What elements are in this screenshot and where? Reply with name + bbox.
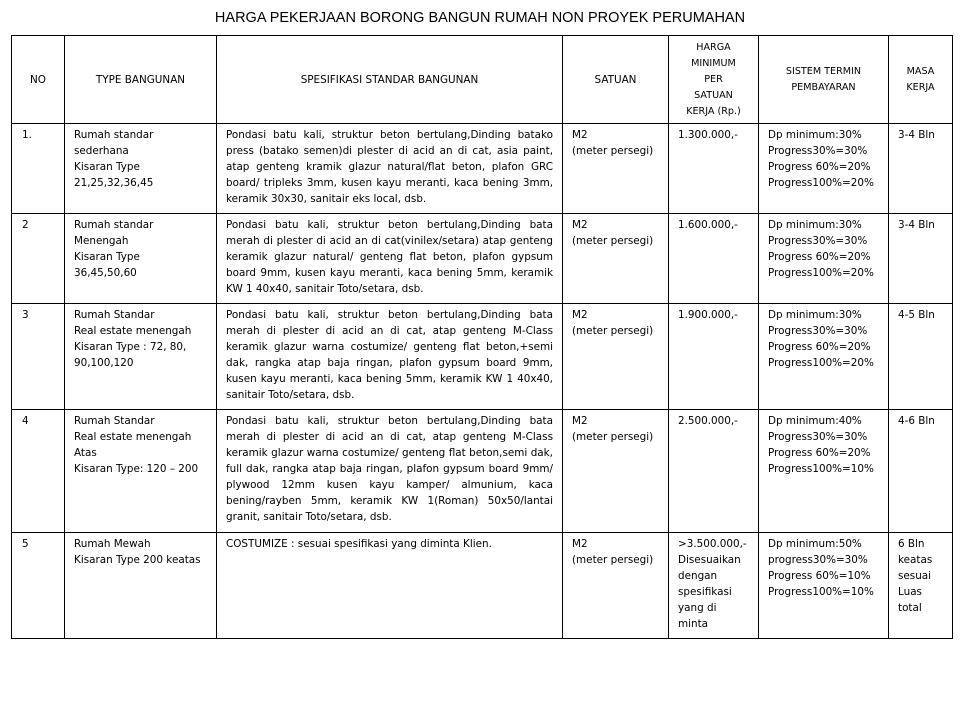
table-row [12, 214, 953, 304]
table-row [12, 410, 953, 533]
header-price: HARGA MINIMUM PER SATUAN KERJA (Rp.) [669, 36, 759, 124]
cell-type: Rumah standar sederhana Kisaran Type 21,25,32,36,45 [65, 124, 217, 214]
cell-price: 1.900.000,- [669, 304, 759, 410]
cell-no: 4 [12, 410, 65, 533]
cell-duration: 6 Bln keatas sesuai Luas total [889, 533, 953, 639]
header-duration: MASA KERJA [889, 36, 953, 124]
cell-type: Rumah Standar Real estate menengah Kisaran Type : 72, 80, 90,100,120 [65, 304, 217, 410]
cell-payment: Dp minimum:30% Progress30%=30% Progress 60%=20% Progress100%=20% [759, 124, 889, 214]
cell-payment: Dp minimum:30% Progress30%=30% Progress 60%=20% Progress100%=20% [759, 304, 889, 410]
table-row [12, 124, 953, 214]
cell-price: 1.600.000,- [669, 214, 759, 304]
cell-payment: Dp minimum:40% Progress30%=30% Progress 60%=20% Progress100%=10% [759, 410, 889, 533]
cell-duration: 3-4 Bln [889, 214, 953, 304]
cell-unit: M2 (meter persegi) [563, 533, 669, 639]
cell-price: 1.300.000,- [669, 124, 759, 214]
cell-price: >3.500.000,- Disesuaikan dengan spesifikasi yang di minta [669, 533, 759, 639]
cell-payment: Dp minimum:30% Progress30%=30% Progress 60%=20% Progress100%=20% [759, 214, 889, 304]
cell-type: Rumah standar Menengah Kisaran Type 36,45,50,60 [65, 214, 217, 304]
header-unit: SATUAN [563, 36, 669, 124]
cell-duration: 3-4 Bln [889, 124, 953, 214]
cell-duration: 4-6 Bln [889, 410, 953, 533]
cell-payment: Dp minimum:50% progress30%=30% Progress 60%=10% Progress100%=10% [759, 533, 889, 639]
cell-no: 2 [12, 214, 65, 304]
cell-price: 2.500.000,- [669, 410, 759, 533]
cell-type: Rumah Mewah Kisaran Type 200 keatas [65, 533, 217, 639]
table-row [12, 533, 953, 639]
cell-no: 5 [12, 533, 65, 639]
cell-unit: M2 (meter persegi) [563, 124, 669, 214]
cell-no: 3 [12, 304, 65, 410]
cell-spec: Pondasi batu kali, struktur beton bertulang,Dinding bata merah di plester di acid an di cat, atap genteng M-Class keramik glazur warna costumize/ genteng flat beton,+semi dak, rangka atap baja ringan, plafon gypsum board 9mm, kusen kayu meranti, kaca bening 5mm, keramik KW 1 40x40, sanitair Toto/setara, dsb. [217, 304, 563, 410]
cell-duration: 4-5 Bln [889, 304, 953, 410]
cell-unit: M2 (meter persegi) [563, 304, 669, 410]
price-table [11, 35, 953, 639]
cell-spec: Pondasi batu kali, struktur beton bertulang,Dinding bata merah di plester di acid an di cat, atap genteng M-Class keramik glazur warna costumize/ genteng flat beton,semi dak, full dak, rangka atap baja ringan, plafon gypsum board 9mm/ plywood 12mm kusen kayu kamper/ almunium, kaca bening/rayben 5mm, keramik KW 1(Roman) 50x50/lantai granit, sanitair Toto/setara, dsb. [217, 410, 563, 533]
header-spec: SPESIFIKASI STANDAR BANGUNAN [217, 36, 563, 124]
cell-unit: M2 (meter persegi) [563, 214, 669, 304]
document-title: HARGA PEKERJAAN BORONG BANGUN RUMAH NON PROYEK PERUMAHAN [214, 10, 746, 26]
cell-spec: COSTUMIZE : sesuai spesifikasi yang diminta Klien. [217, 533, 563, 639]
table-row [12, 304, 953, 410]
cell-spec: Pondasi batu kali, struktur beton bertulang,Dinding bata merah di plester di acid an di cat(vinilex/setara) atap genteng keramik glazur natural/ genteng flat beton, plafon gypsum board 9mm, kusen kayu meranti, kaca bening 5mm, keramik KW 1 40x40, sanitair Toto/setara, dsb. [217, 214, 563, 304]
cell-spec: Pondasi batu kali, struktur beton bertulang,Dinding batako press (batako semen)di plester di acid an di cat, asia paint, atap genteng kramik glazur natural/flat beton, plafon GRC board/ tripleks 3mm, kusen kayu meranti, kaca bening 3mm, keramik 30x30, sanitair eks local, dsb. [217, 124, 563, 214]
table-header-row [12, 36, 953, 124]
cell-no: 1. [12, 124, 65, 214]
cell-unit: M2 (meter persegi) [563, 410, 669, 533]
header-type: TYPE BANGUNAN [65, 36, 217, 124]
cell-type: Rumah Standar Real estate menengah Atas Kisaran Type: 120 – 200 [65, 410, 217, 533]
header-no: NO [12, 36, 65, 124]
header-payment: SISTEM TERMIN PEMBAYARAN [759, 36, 889, 124]
